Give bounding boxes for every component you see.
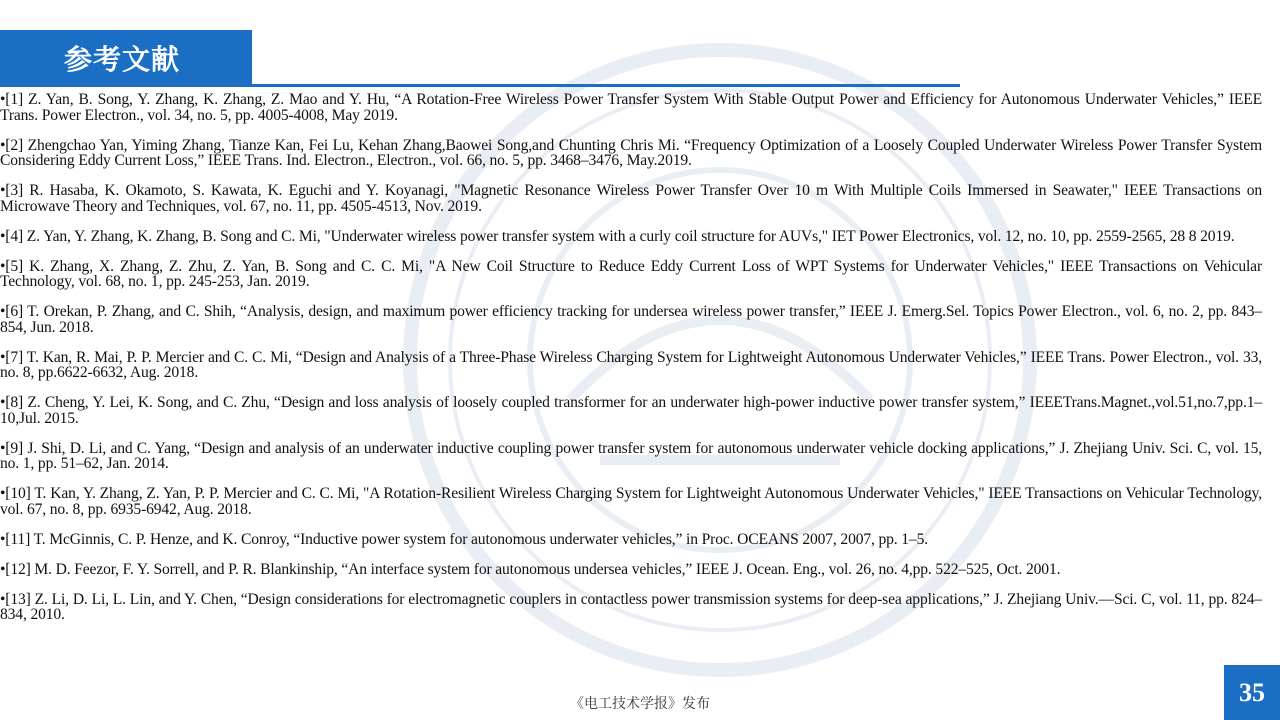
reference-item: •[3] R. Hasaba, K. Okamoto, S. Kawata, K. Eguchi and Y. Koyanagi, "Magnetic Resonance Wireless Power Transfer Over 10 m With Multiple Coils Immersed in Seawater," IEEE Transactions on Microwave Theory and Techniques, vol. 67, no. 11, pp. 4505-4513, Nov. 2019. bbox=[0, 182, 1262, 215]
reference-item: •[8] Z. Cheng, Y. Lei, K. Song, and C. Zhu, “Design and loss analysis of loosely coupled transformer for an underwater high-power inductive power transfer system,” IEEETrans.Magnet.,vol.51,no.7,pp.1–10,Jul. 2015. bbox=[0, 394, 1262, 427]
page-number-badge bbox=[1224, 665, 1280, 720]
reference-item: •[9] J. Shi, D. Li, and C. Yang, “Design and analysis of an underwater inductive coupling power transfer system for autonomous underwater vehicle docking applications,” J. Zhejiang Univ. Sci. C, vol. 15, no. 1, pp. 51–62, Jan. 2014. bbox=[0, 439, 1262, 472]
page-number: 35 bbox=[1239, 677, 1265, 707]
title-divider bbox=[0, 84, 960, 87]
reference-item: •[13] Z. Li, D. Li, L. Lin, and Y. Chen, “Design considerations for electromagnetic couplers in contactless power transmission systems for deep-sea applications,” J. Zhejiang Univ.—Sci. C, vol. 11, pp. 824–834, 2010. bbox=[0, 590, 1262, 623]
reference-list bbox=[0, 92, 1262, 637]
reference-item: •[4] Z. Yan, Y. Zhang, K. Zhang, B. Song and C. Mi, "Underwater wireless power transfer system with a curly coil structure for AUVs," IET Power Electronics, vol. 12, no. 10, pp. 2559-2565, 28 8 2019. bbox=[0, 227, 1235, 245]
reference-item: •[10] T. Kan, Y. Zhang, Z. Yan, P. P. Mercier and C. C. Mi, "A Rotation-Resilient Wireless Charging System for Lightweight Autonomous Underwater Vehicles," IEEE Transactions on Vehicular Technology, vol. 67, no. 8, pp. 6935-6942, Aug. 2018. bbox=[0, 485, 1262, 518]
reference-item: •[1] Z. Yan, B. Song, Y. Zhang, K. Zhang, Z. Mao and Y. Hu, “A Rotation-Free Wireless Power Transfer System With Stable Output Power and Efficiency for Autonomous Underwater Vehicles,” IEEE Trans. Power Electron., vol. 34, no. 5, pp. 4005-4008, May 2019. bbox=[0, 91, 1262, 124]
reference-item: •[12] M. D. Feezor, F. Y. Sorrell, and P. R. Blankinship, “An interface system for autonomous undersea vehicles,” IEEE J. Ocean. Eng., vol. 26, no. 4,pp. 522–525, Oct. 2001. bbox=[0, 560, 1061, 578]
reference-item: •[11] T. McGinnis, C. P. Henze, and K. Conroy, “Inductive power system for autonomous underwater vehicles,” in Proc. OCEANS 2007, 2007, pp. 1–5. bbox=[0, 530, 928, 548]
reference-item: •[6] T. Orekan, P. Zhang, and C. Shih, “Analysis, design, and maximum power efficiency tracking for undersea wireless power transfer,” IEEE J. Emerg.Sel. Topics Power Electron., vol. 6, no. 2, pp. 843–854, Jun. 2018. bbox=[0, 303, 1262, 336]
reference-item: •[5] K. Zhang, X. Zhang, Z. Zhu, Z. Yan, B. Song and C. C. Mi, "A New Coil Structure to Reduce Eddy Current Loss of WPT Systems for Underwater Vehicles," IEEE Transactions on Vehicular Technology, vol. 68, no. 1, pp. 245-253, Jan. 2019. bbox=[0, 257, 1262, 290]
reference-item: •[7] T. Kan, R. Mai, P. P. Mercier and C. C. Mi, “Design and Analysis of a Three-Phase Wireless Charging System for Lightweight Autonomous Underwater Vehicles,” IEEE Trans. Power Electron., vol. 33, no. 8, pp.6622-6632, Aug. 2018. bbox=[0, 348, 1262, 381]
reference-item: •[2] Zhengchao Yan, Yiming Zhang, Tianze Kan, Fei Lu, Kehan Zhang,Baowei Song,and Chunting Chris Mi. “Frequency Optimization of a Loosely Coupled Underwater Wireless Power Transfer System Considering Eddy Current Loss,” IEEE Trans. Ind. Electron., Electron., vol. 66, no. 5, pp. 3468–3476, May.2019. bbox=[0, 136, 1262, 169]
footer-publisher: 《电工技术学报》发布 bbox=[570, 696, 710, 712]
page-title: 参考文献 bbox=[63, 43, 180, 76]
section-title-banner bbox=[0, 30, 252, 86]
